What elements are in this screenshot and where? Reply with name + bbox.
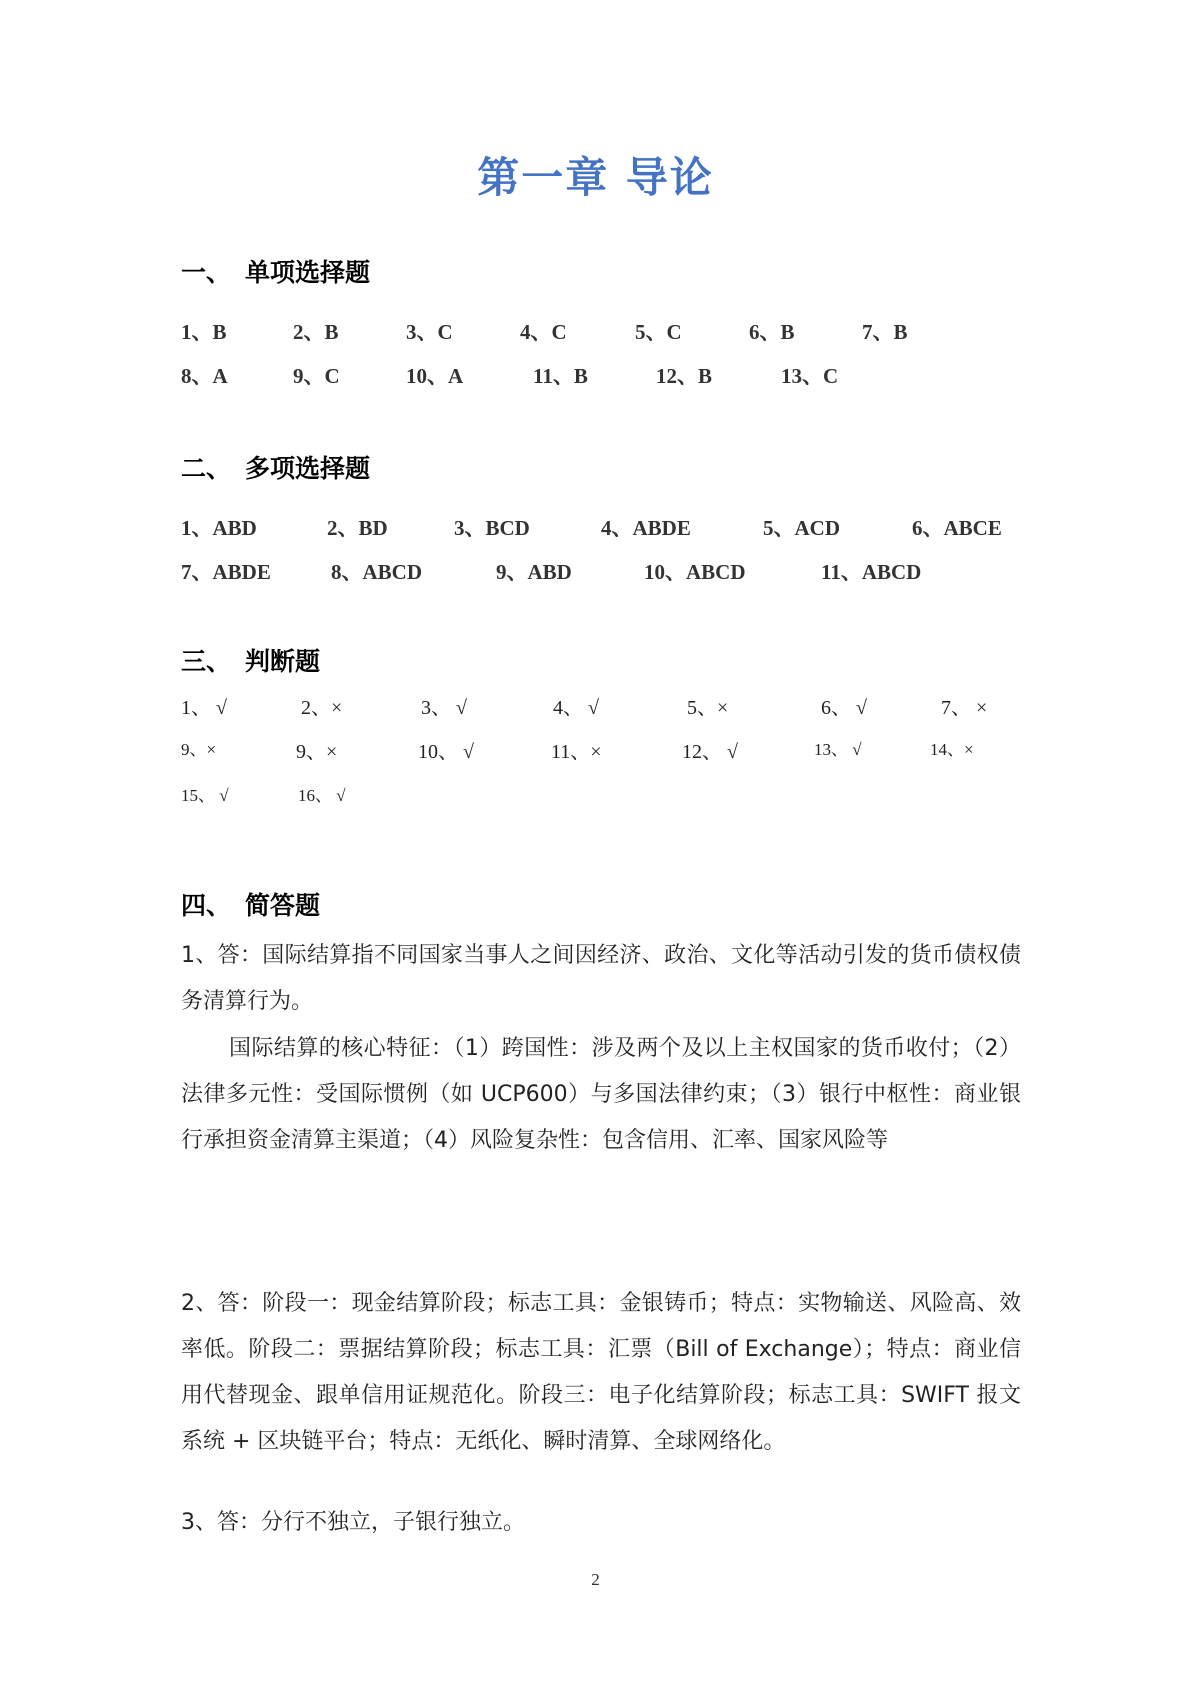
answer-item: 2、B — [293, 320, 339, 344]
answer-item: 7、ABDE — [181, 560, 271, 584]
answer-item: 2、BD — [327, 516, 388, 540]
answer-item: 5、ACD — [763, 516, 840, 540]
answer-row — [0, 512, 1191, 542]
answer-item: 10、 √ — [418, 741, 474, 763]
answer-item: 1、B — [181, 320, 227, 344]
answer-paragraph: 1、答：国际结算指不同国家当事人之间因经济、政治、文化等活动引发的货币债权债务清算行为。 — [181, 943, 1021, 1014]
answer-paragraph: 2、答：阶段一：现金结算阶段；标志工具：金银铸币；特点：实物输送、风险高、效率低。阶段二：票据结算阶段；标志工具：汇票（Bill of Exchange）；特点：商业信用代替现金、跟单信用证规范化。阶段三：电子化结算阶段；标志工具：SWIFT 报文系统 + 区块链平台；特点：无纸化、瞬时清算、全球网络化。 — [181, 1291, 1021, 1454]
answer-item: 15、 √ — [181, 786, 229, 805]
section-heading-short-answer — [181, 886, 320, 922]
answer-item: 10、A — [406, 364, 464, 388]
answer-item: 4、C — [520, 320, 567, 344]
answer-row — [0, 316, 1191, 346]
answer-item: 8、ABCD — [331, 560, 423, 584]
section-number: 一、 — [181, 258, 232, 287]
answer-item: 3、BCD — [454, 516, 530, 540]
answer-item: 5、× — [687, 697, 729, 719]
section-number: 三、 — [181, 647, 232, 676]
answer-item: 3、 √ — [421, 697, 467, 719]
answer-item: 9、C — [293, 364, 340, 388]
answer-item: 10、ABCD — [644, 560, 746, 584]
answer-item: 12、 √ — [682, 741, 738, 763]
chapter-title: 第一章 导论 — [477, 153, 714, 202]
answer-item: 9、× — [296, 741, 338, 763]
page-number: 2 — [591, 1570, 600, 1589]
section-number: 四、 — [181, 891, 232, 920]
answer-row — [0, 691, 1191, 721]
answer-item: 13、 √ — [814, 740, 862, 759]
answer-item: 11、× — [551, 741, 602, 763]
answer-row — [0, 735, 1191, 765]
answer-item: 4、 √ — [553, 697, 599, 719]
answer-row — [0, 556, 1191, 586]
answer-item: 6、 √ — [821, 697, 867, 719]
answer-item: 1、ABD — [181, 516, 257, 540]
section-label: 简答题 — [245, 891, 321, 920]
section-label: 判断题 — [245, 647, 321, 676]
section-number: 二、 — [181, 454, 232, 483]
answer-item: 8、A — [181, 364, 228, 388]
answer-item: 6、ABCE — [912, 516, 1002, 540]
answer-paragraph: 3、答：分行不独立，子银行独立。 — [181, 1510, 525, 1535]
section-heading-multiple-choice — [181, 449, 370, 485]
answer-item: 3、C — [406, 320, 453, 344]
answer-row — [0, 781, 1191, 811]
answer-item: 16、 √ — [298, 786, 346, 805]
answer-item: 11、B — [533, 364, 588, 388]
answer-row — [0, 360, 1191, 390]
answer-item: 13、C — [781, 364, 839, 388]
section-heading-single-choice — [181, 253, 370, 289]
section-label: 多项选择题 — [245, 454, 371, 483]
answer-item: 2、× — [301, 697, 343, 719]
answer-item: 9、× — [181, 740, 217, 759]
answer-item: 7、 × — [941, 697, 988, 719]
answer-item: 11、ABCD — [821, 560, 922, 584]
answer-item: 7、B — [862, 320, 908, 344]
answer-item: 4、ABDE — [601, 516, 691, 540]
answer-item: 12、B — [656, 364, 713, 388]
answer-item: 5、C — [635, 320, 682, 344]
answer-item: 6、B — [749, 320, 795, 344]
section-heading-true-false — [181, 642, 320, 678]
answer-item: 1、 √ — [181, 697, 227, 719]
answer-item: 9、ABD — [496, 560, 572, 584]
answer-paragraph: 国际结算的核心特征：（1）跨国性：涉及两个及以上主权国家的货币收付；（2）法律多元性：受国际惯例（如 UCP600）与多国法律约束；（3）银行中枢性：商业银行承担资金清算主渠道；（4）风险复杂性：包含信用、汇率、国家风险等 — [181, 1036, 1021, 1153]
answer-item: 14、× — [930, 740, 974, 759]
section-label: 单项选择题 — [245, 258, 371, 287]
